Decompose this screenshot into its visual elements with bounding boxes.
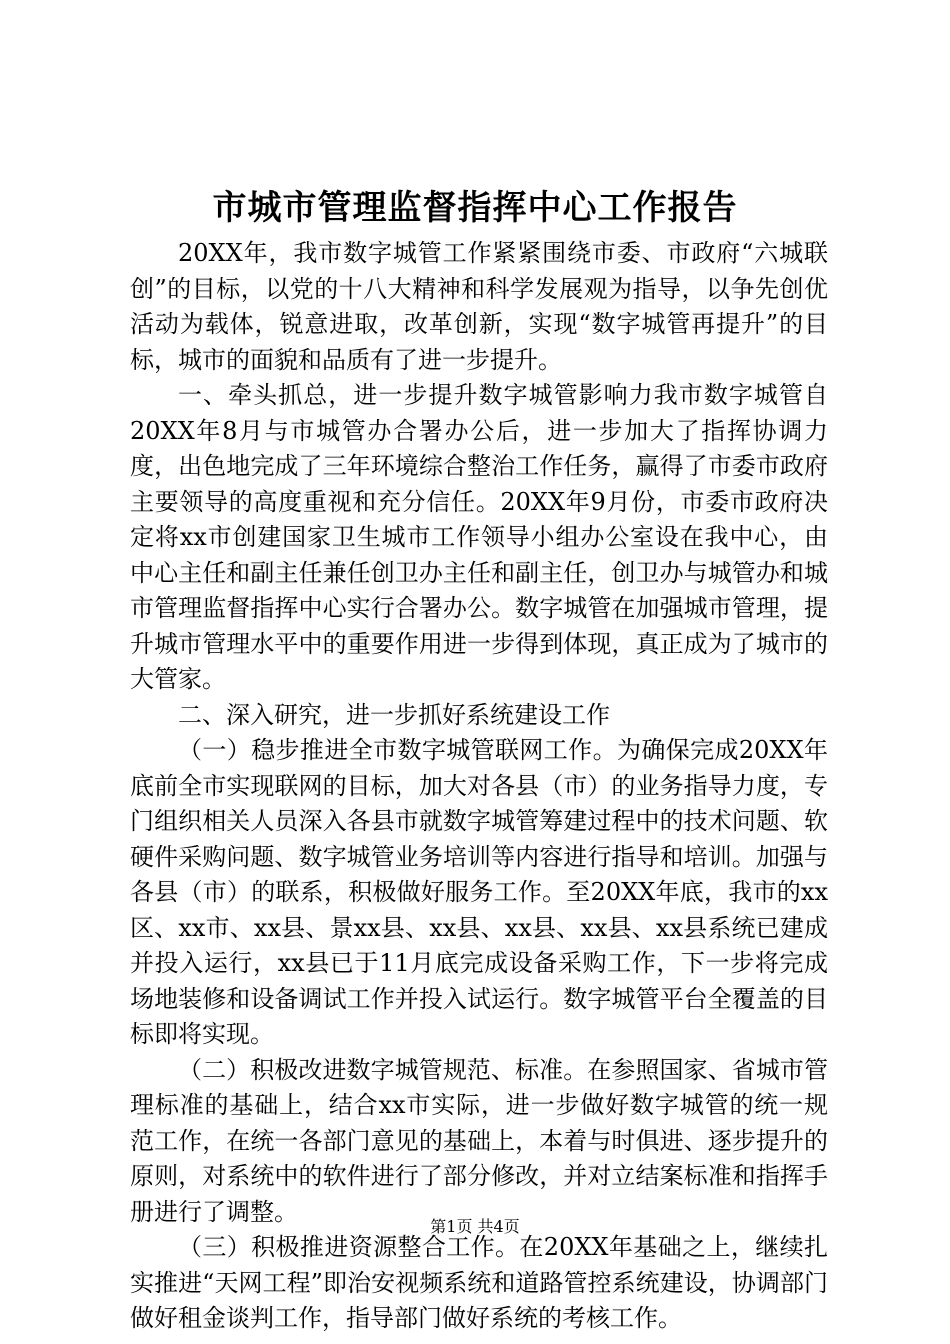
paragraph-section-1: 一、牵头抓总，进一步提升数字城管影响力我市数字城管自20XX年8月与市城管办合署办公后，进一步加大了指挥协调力度，出色地完成了三年环境综合整治工作任务，赢得了市委市政府主要领导的高度重视和充分信任。20XX年9月份，市委市政府决定将xx市创建国家卫生城市工作领导小组办公室设在我中心，由中心主任和副主任兼任创卫办主任和副主任，创卫办与城管办和城市管理监督指挥中心实行合署办公。数字城管在加强城市管理，提升城市管理水平中的重要作用进一步得到体现，真正成为了城市的大管家。	[130, 381, 828, 693]
document-title: 市城市管理监督指挥中心工作报告	[212, 188, 738, 228]
page-footer: 第1页 共4页	[430, 1217, 520, 1236]
section-heading-2: 二、深入研究，进一步抓好系统建设工作	[178, 700, 610, 729]
document-body	[130, 236, 828, 1337]
paragraph-subsection-1: （一）稳步推进全市数字城管联网工作。为确保完成20XX年底前全市实现联网的目标，加大对各县（市）的业务指导力度，专门组织相关人员深入各县市就数字城管筹建过程中的技术问题、软硬件采购问题、数字城管业务培训等内容进行指导和培训。加强与各县（市）的联系，积极做好服务工作。至20XX年底，我市的xx区、xx市、xx县、景xx县、xx县、xx县、xx县、xx县系统已建成并投入运行，xx县已于11月底完成设备采购工作，下一步将完成场地装修和设备调试工作并投入试运行。数字城管平台全覆盖的目标即将实现。	[130, 736, 828, 1048]
paragraph-subsection-2: （二）积极改进数字城管规范、标准。在参照国家、省城市管理标准的基础上，结合xx市实际，进一步做好数字城管的统一规范工作，在统一各部门意见的基础上，本着与时俱进、逐步提升的原则，对系统中的软件进行了部分修改，并对立结案标准和指挥手册进行了调整。	[130, 1055, 828, 1226]
paragraph-intro: 20XX年，我市数字城管工作紧紧围绕市委、市政府“六城联创”的目标，以党的十八大精神和科学发展观为指导，以争先创优活动为载体，锐意进取，改革创新，实现“数字城管再提升”的目标，城市的面貌和品质有了进一步提升。	[130, 239, 828, 374]
paragraph-subsection-3: （三）积极推进资源整合工作。在20XX年基础之上，继续扎实推进“天网工程”即治安视频系统和道路管控系统建设，协调部门做好租金谈判工作，指导部门做好系统的考核工作。	[130, 1233, 828, 1332]
